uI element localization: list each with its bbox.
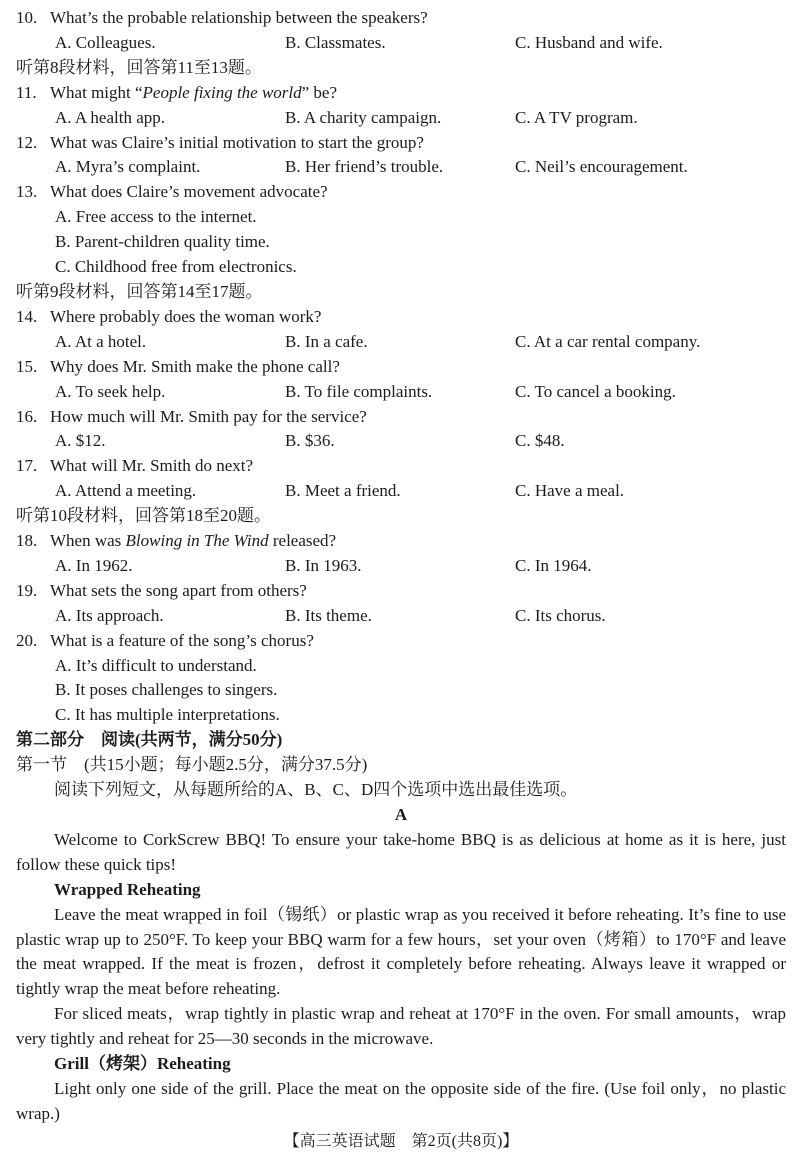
question-13 — [16, 180, 786, 280]
option-b: B. A charity campaign. — [285, 107, 442, 127]
passage-paragraph-intro: Welcome to CorkScrew BBQ! To ensure your take-home BBQ is as delicious at home as it is here, just follow these quick tips! — [16, 829, 786, 874]
option-c: C. A TV program. — [515, 107, 638, 127]
question-20 — [16, 629, 786, 729]
option-a: A. A health app. — [55, 107, 166, 127]
option-c: C. Neil’s encouragement. — [515, 157, 688, 177]
question-text: Why does Mr. Smith make the phone call? — [50, 356, 340, 376]
passage-paragraph-wrapped-2: For sliced meats，wrap tightly in plastic wrap and reheat at 170°F in the oven. For small amounts，wrap very tightly and reheat for 25—30 seconds in the microwave. — [16, 1004, 786, 1049]
question-text: How much will Mr. Smith pay for the service? — [50, 406, 367, 426]
question-text — [50, 529, 786, 554]
option-a: A. Attend a meeting. — [55, 481, 197, 501]
question-options — [16, 479, 786, 504]
option-c: C. $48. — [515, 431, 565, 451]
question-number: 17. — [16, 456, 38, 476]
passage-label-a: A — [394, 805, 408, 824]
question-options — [16, 106, 786, 131]
passage-paragraph-grill: Light only one side of the grill. Place the meat on the opposite side of the fire. (Use foil only，no plastic wrap.) — [16, 1078, 786, 1123]
question-text: Where probably does the woman work? — [50, 306, 322, 326]
page-footer: 【高三英语试题 第2页(共8页)】 — [283, 1132, 519, 1150]
question-16 — [16, 405, 786, 455]
option-a: A. Myra’s complaint. — [55, 157, 201, 177]
option-c: C. Husband and wife. — [515, 32, 663, 52]
option-a: A. In 1962. — [55, 555, 133, 575]
question-options — [16, 380, 786, 405]
question-text-italic: People fixing the world — [142, 82, 302, 102]
option-a: A. $12. — [55, 431, 106, 451]
question-options — [16, 429, 786, 454]
question-number: 14. — [16, 306, 38, 326]
question-number: 18. — [16, 531, 38, 551]
option-a: A. At a hotel. — [55, 331, 147, 351]
question-text: What’s the probable relationship between the speakers? — [50, 8, 428, 27]
question-14 — [16, 305, 786, 355]
option-b: B. $36. — [285, 431, 335, 451]
option-b: B. Classmates. — [285, 32, 386, 52]
option-b: B. It poses challenges to singers. — [55, 680, 278, 700]
option-c: C. It has multiple interpretations. — [55, 705, 280, 725]
question-19 — [16, 579, 786, 629]
part2-header: 第二部分 阅读(共两节，满分50分) — [16, 730, 283, 750]
question-text-part: released? — [268, 531, 337, 551]
question-options — [16, 554, 786, 579]
question-number: 15. — [16, 356, 38, 376]
question-17 — [16, 454, 786, 504]
question-text-part: When was — [50, 531, 126, 551]
option-a: A. Free access to the internet. — [55, 207, 257, 227]
question-number: 19. — [16, 580, 38, 600]
question-options — [16, 205, 786, 280]
option-b: B. Her friend’s trouble. — [285, 157, 444, 177]
question-10 — [16, 6, 786, 56]
question-options — [16, 654, 786, 729]
option-a: A. To seek help. — [55, 381, 166, 401]
option-b: B. In 1963. — [285, 555, 362, 575]
question-number: 16. — [16, 406, 38, 426]
question-number: 13. — [16, 182, 38, 202]
option-c: C. Its chorus. — [515, 605, 606, 625]
question-options — [16, 330, 786, 355]
option-b: B. In a cafe. — [285, 331, 368, 351]
question-options — [16, 604, 786, 629]
question-number: 20. — [16, 630, 38, 650]
listening-direction-9: 听第9段材料，回答第14至17题。 — [16, 281, 263, 301]
question-number: 12. — [16, 132, 38, 152]
question-text — [50, 81, 786, 106]
question-text: What does Claire’s movement advocate? — [50, 182, 328, 202]
option-b: B. Its theme. — [285, 605, 372, 625]
option-c: C. In 1964. — [515, 555, 592, 575]
listening-direction-8: 听第8段材料，回答第11至13题。 — [16, 57, 262, 77]
option-a: A. Colleagues. — [55, 32, 156, 52]
question-text: What will Mr. Smith do next? — [50, 456, 254, 476]
question-18 — [16, 529, 786, 579]
option-a: A. It’s difficult to understand. — [55, 655, 257, 675]
section1-header: 第一节 (共15小题；每小题2.5分，满分37.5分) — [16, 755, 368, 775]
option-a: A. Its approach. — [55, 605, 164, 625]
question-text-part: What might “ — [50, 82, 143, 102]
question-11 — [16, 81, 786, 131]
question-15 — [16, 355, 786, 405]
wrapped-reheating-heading: Wrapped Reheating — [54, 879, 201, 899]
question-options — [16, 31, 786, 56]
option-c: C. Childhood free from electronics. — [55, 257, 297, 277]
question-12 — [16, 131, 786, 181]
passage-paragraph-wrapped-1: Leave the meat wrapped in foil（锡纸）or plastic wrap as you received it before reheating. It’s fine to use plastic wrap up to 250°F. To keep your BBQ warm for a few hours，set your oven（烤箱）to 170°F and leave the meat wrapped. If the meat is frozen，defrost it completely before reheating. Always leave it wrapped or tightly wrap the meat before reheating. — [16, 904, 786, 999]
question-text-part: ” be? — [301, 82, 338, 102]
question-text: What is a feature of the song’s chorus? — [50, 630, 314, 650]
reading-instruction: 阅读下列短文，从每题所给的A、B、C、D四个选项中选出最佳选项。 — [54, 780, 578, 800]
question-text: What sets the song apart from others? — [50, 580, 307, 600]
question-number: 11. — [16, 82, 37, 102]
option-c: C. At a car rental company. — [515, 331, 701, 351]
option-b: B. Meet a friend. — [285, 481, 401, 501]
option-c: C. Have a meal. — [515, 481, 625, 501]
option-b: B. Parent-children quality time. — [55, 232, 270, 252]
option-b: B. To file complaints. — [285, 381, 433, 401]
grill-reheating-heading: Grill（烤架）Reheating — [54, 1054, 231, 1074]
listening-direction-10: 听第10段材料，回答第18至20题。 — [16, 506, 271, 526]
question-number: 10. — [16, 8, 38, 27]
question-options — [16, 155, 786, 180]
option-c: C. To cancel a booking. — [515, 381, 676, 401]
question-text: What was Claire’s initial motivation to start the group? — [50, 132, 424, 152]
question-text-italic: Blowing in The Wind — [125, 531, 269, 551]
